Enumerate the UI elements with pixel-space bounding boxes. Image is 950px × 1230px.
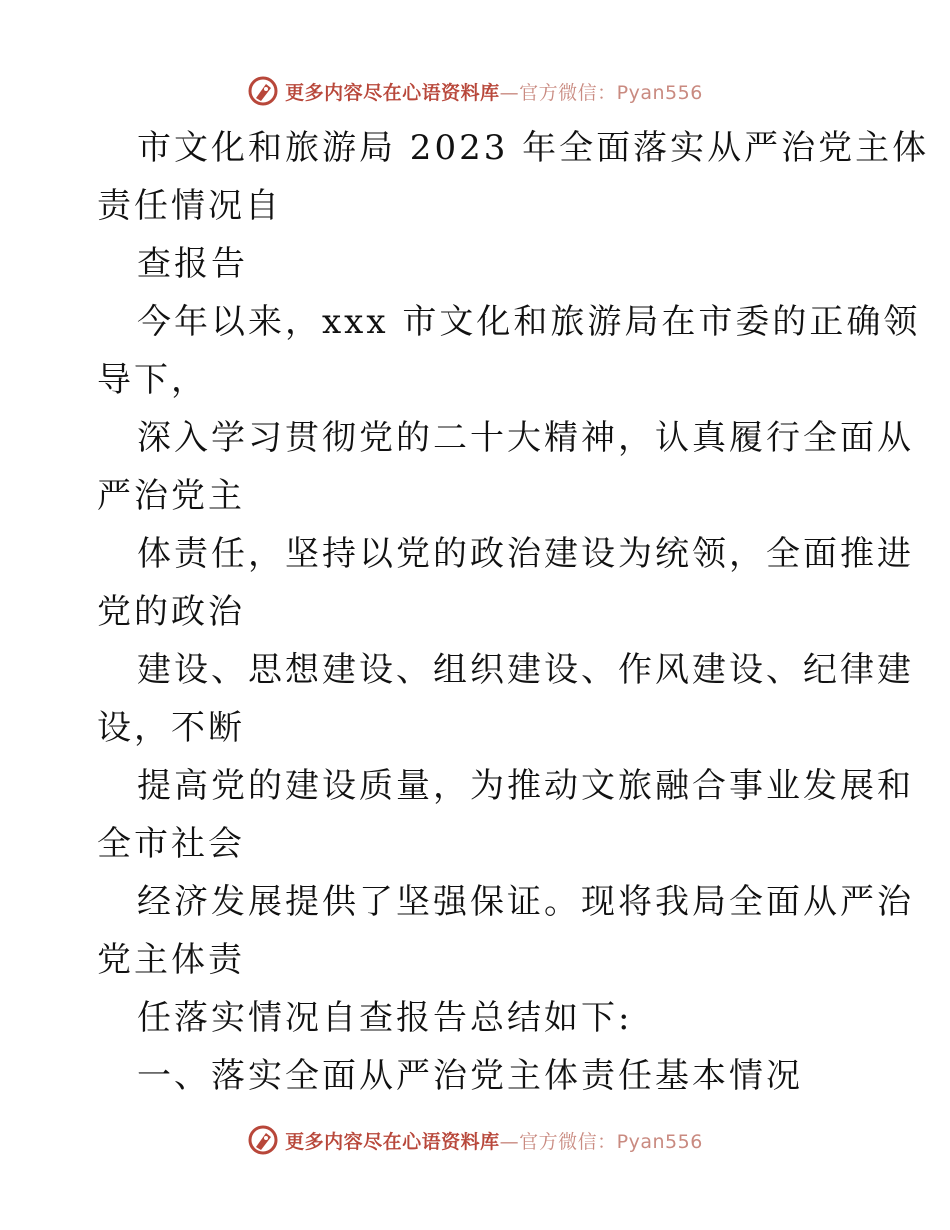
- document-title-line-3: 查报告: [137, 244, 248, 284]
- paragraph-line: 严治党主: [97, 476, 245, 516]
- footer-watermark: [0, 1120, 950, 1160]
- paragraph-line: 任落实情况自查报告总结如下:: [137, 998, 633, 1038]
- section-heading: 一、落实全面从严治党主体责任基本情况: [137, 1056, 803, 1096]
- document-title-line-1: 市文化和旅游局 2023 年全面落实从严治党主体: [137, 128, 930, 168]
- pen-nib-logo-icon: [247, 75, 279, 107]
- watermark-text: 更多内容尽在心语资料库—官方微信：Pyan556: [285, 81, 703, 104]
- paragraph-line: 经济发展提供了坚强保证。现将我局全面从严治: [137, 882, 914, 922]
- paragraph-line: 建设、思想建设、组织建设、作风建设、纪律建: [137, 650, 914, 690]
- watermark-text: 更多内容尽在心语资料库—官方微信：Pyan556: [285, 1130, 703, 1153]
- paragraph-line: 体责任，坚持以党的政治建设为统领，全面推进: [137, 534, 914, 574]
- paragraph-line: 全市社会: [97, 824, 245, 864]
- document-title-line-2: 责任情况自: [97, 186, 282, 226]
- paragraph-line: 设，不断: [97, 708, 245, 748]
- paragraph-line: 深入学习贯彻党的二十大精神，认真履行全面从: [137, 418, 914, 458]
- paragraph-line: 党的政治: [97, 592, 245, 632]
- pen-nib-logo-icon: [247, 1124, 279, 1156]
- paragraph-line: 提高党的建设质量，为推动文旅融合事业发展和: [137, 766, 914, 806]
- paragraph-line: 党主体责: [97, 940, 245, 980]
- header-watermark: [0, 71, 950, 111]
- paragraph-line: 今年以来，xxx 市文化和旅游局在市委的正确领: [137, 302, 921, 342]
- paragraph-line: 导下，: [97, 360, 208, 400]
